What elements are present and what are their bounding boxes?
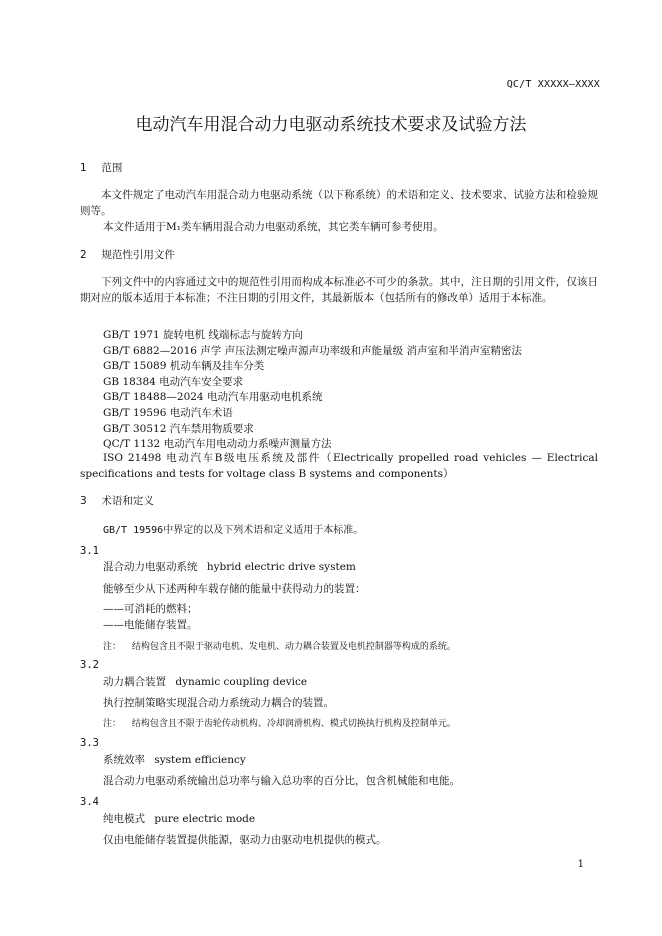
scope-paragraph-2: 本文件适用于M₁类车辆用混合动力电驱动系统，其它类车辆可参考使用。 [103,221,444,233]
references-intro: 下列文件中的内容通过文中的规范性引用而构成本标准必不可少的条款。其中，注日期的引用文件，仅该日期对应的版本适用于本标准；不注日期的引用文件，其最新版本（包括所有的修改单）适用于本标准。 [80,276,598,304]
reference-item: GB 18384 电动汽车安全要求 [103,375,244,388]
term-name-en: system efficiency [154,754,246,766]
term-name-en: pure electric mode [154,813,256,825]
reference-item: QC/T 1132 电动汽车用电动动力系噪声测量方法 [103,438,332,451]
reference-item-iso [80,451,598,482]
page-number: 1 [577,859,584,870]
term-name-zh: 动力耦合装置 [103,676,166,688]
term-note [103,639,456,652]
term-name-en: dynamic coupling device [175,676,308,688]
section-heading-scope [80,160,122,175]
section-heading-terms [80,493,154,508]
term-heading [103,811,255,826]
reference-list [103,328,522,453]
document-title: 电动汽车用混合动力电驱动系统技术要求及试验方法 [135,115,527,135]
section-number: 1 [80,162,87,174]
reference-item: GB/T 1971 旋转电机 线端标志与旋转方向 [103,329,303,341]
term-list-item: ——电能储存装置。 [103,619,198,631]
note-label: 注： [103,719,122,729]
term-note [103,716,456,729]
scope-paragraph-1: 本文件规定了电动汽车用混合动力电驱动系统（以下称系统）的术语和定义、技术要求、试验方法和检验规则等。 [80,189,598,217]
section-heading-references [80,247,175,262]
reference-item: GB/T 19596 电动汽车术语 [103,406,233,419]
note-label: 注： [103,642,122,652]
standard-code: QC/T XXXXX—XXXX [506,79,600,90]
reference-item: GB/T 18488—2024 电动汽车用驱动电机系统 [103,391,323,404]
section-number: 3 [80,495,87,507]
reference-item: GB/T 15089 机动车辆及挂车分类 [103,360,265,373]
reference-item: GB/T 30512 汽车禁用物质要求 [103,422,254,435]
term-name-zh: 混合动力电驱动系统 [103,561,198,573]
reference-iso-line-2: specifications and tests for voltage class B systems and components） [80,467,454,480]
term-number: 3.2 [80,659,99,671]
section-title: 范围 [101,162,123,174]
reference-item: GB/T 6882—2016 声学 声压法测定噪声源声功率级和声能量级 消声室和半消声室精密法 [103,344,522,357]
term-number: 3.1 [80,545,99,557]
term-heading [103,752,246,767]
term-name-en: hybrid electric drive system [206,561,356,573]
term-number: 3.3 [80,737,99,749]
term-name-zh: 纯电模式 [103,813,145,825]
term-definition: 能够至少从下述两种车载存储的能量中获得动力的装置： [103,583,366,595]
section-title: 规范性引用文件 [101,249,175,261]
term-name-zh: 系统效率 [103,754,145,766]
term-heading [103,559,356,574]
term-definition: 仅由电能储存装置提供能源，驱动力由驱动电机提供的模式。 [103,834,387,846]
term-definition: 执行控制策略实现混合动力系统动力耦合的装置。 [103,697,334,709]
term-list-item: ——可消耗的燃料； [103,603,198,615]
section-number: 2 [80,249,87,261]
term-definition: 混合动力电驱动系统输出总功率与输入总功率的百分比，包含机械能和电能。 [103,775,460,787]
note-text: 结构包含且不限于驱动电机、发电机、动力耦合装置及电机控制器等构成的系统。 [131,642,456,652]
reference-iso-line-1: ISO 21498 电动汽车B级电压系统及部件（Electrically propelled road vehicles — Electrical [103,452,598,464]
note-text: 结构包含且不限于齿轮传动机构、冷却润滑机构、模式切换执行机构及控制单元。 [131,719,456,729]
terms-intro: GB/T 19596中界定的以及下列术语和定义适用于本标准。 [103,525,364,536]
term-heading [103,674,307,689]
term-number: 3.4 [80,796,99,808]
section-title: 术语和定义 [101,495,154,507]
